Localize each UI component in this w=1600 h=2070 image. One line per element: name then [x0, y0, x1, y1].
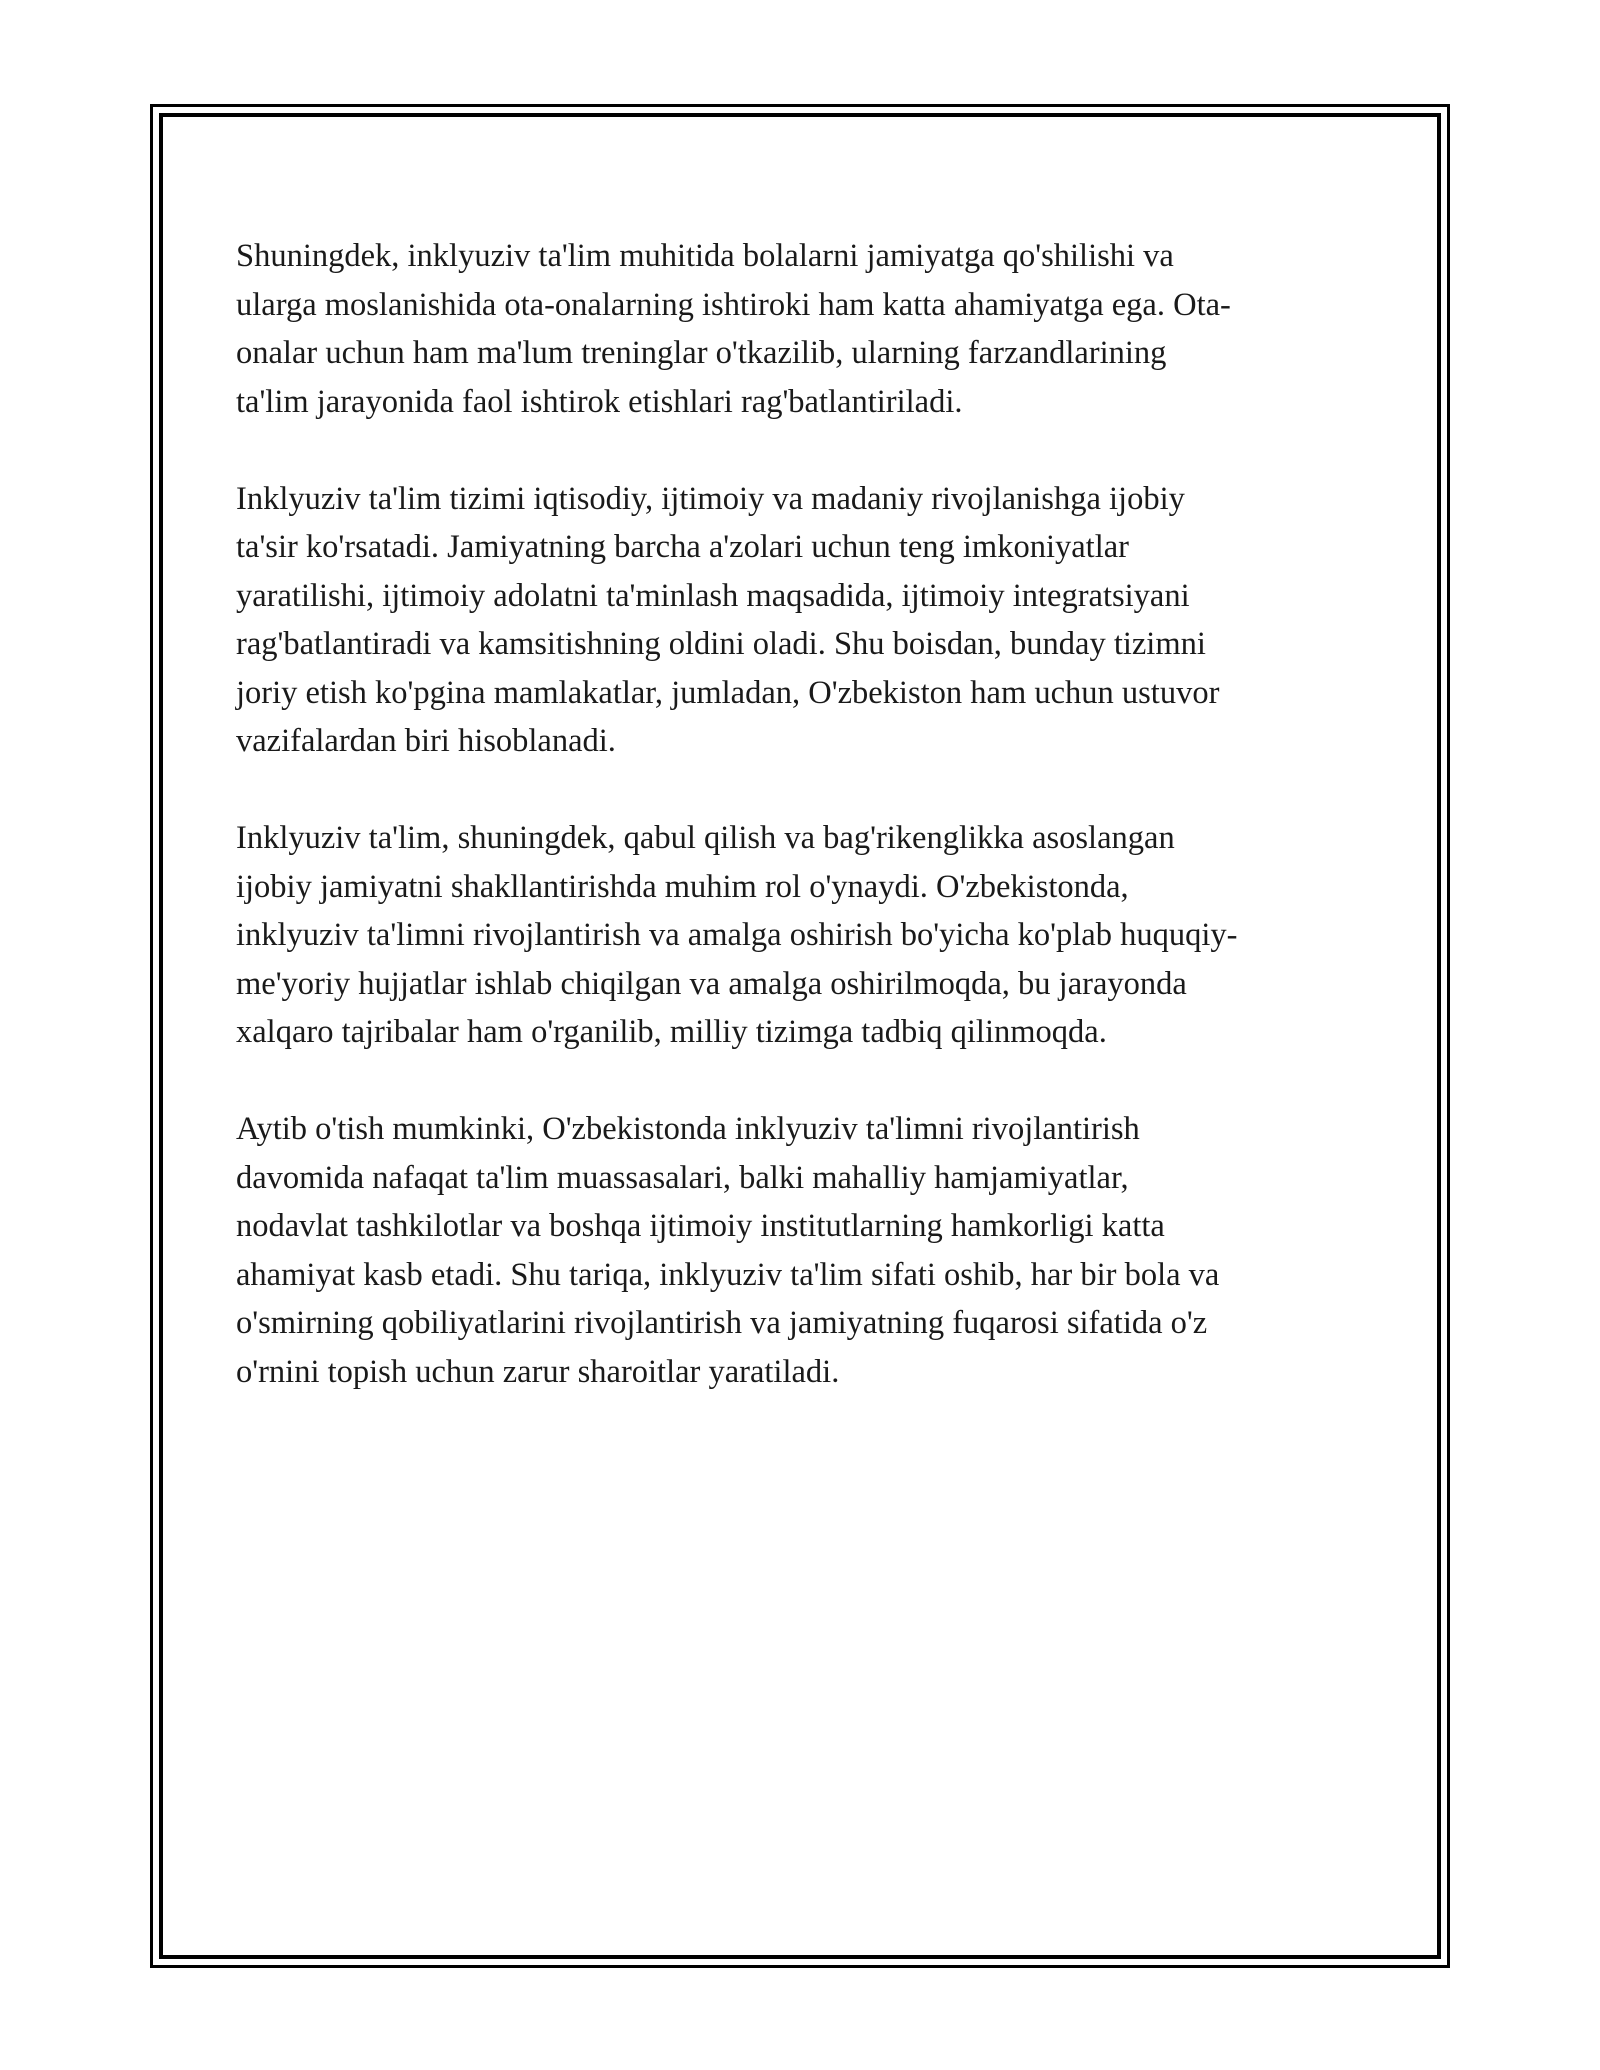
text-line: ta'lim jarayonida faol ishtirok etishlari rag'batlantiriladi. — [236, 383, 963, 420]
paragraph-2 — [236, 475, 1376, 766]
text-line: nodavlat tashkilotlar va boshqa ijtimoiy institutlarning hamkorligi katta — [236, 1208, 1165, 1244]
text-line: xalqaro tajribalar ham o'rganilib, milliy tizimga tadbiq qilinmoqda. — [236, 1014, 1107, 1050]
text-line: o'smirning qobiliyatlarini rivojlantirish va jamiyatning fuqarosi sifatida o'z — [236, 1305, 1208, 1341]
text-line: joriy etish ko'pgina mamlakatlar, jumladan, O'zbekiston ham uchun ustuvor — [236, 674, 1220, 711]
paragraph-1 — [236, 232, 1376, 426]
text-line: yaratilishi, ijtimoiy adolatni ta'minlash maqsadida, ijtimoiy integratsiyani — [236, 577, 1190, 614]
paragraph-4 — [236, 1105, 1376, 1396]
text-line: davomida nafaqat ta'lim muassasalari, balki mahalliy hamjamiyatlar, — [236, 1159, 1129, 1196]
text-line: ta'sir ko'rsatadi. Jamiyatning barcha a'zolari uchun teng imkoniyatlar — [236, 529, 1129, 565]
text-line: inklyuziv ta'limni rivojlantirish va amalga oshirish bo'yicha ko'plab huquqiy- — [236, 917, 1238, 953]
text-line: Inklyuziv ta'lim tizimi iqtisodiy, ijtimoiy va madaniy rivojlanishga ijobiy — [236, 480, 1185, 517]
text-line: vazifalardan biri hisoblanadi. — [236, 723, 616, 759]
text-line: ularga moslanishida ota-onalarning ishtiroki ham katta ahamiyatga ega. Ota- — [236, 286, 1231, 323]
paragraph-3 — [236, 814, 1376, 1057]
text-line: Shuningdek, inklyuziv ta'lim muhitida bolalarni jamiyatga qo'shilishi va — [236, 238, 1174, 274]
text-line: Aytib o'tish mumkinki, O'zbekistonda inklyuziv ta'limni rivojlantirish — [236, 1111, 1140, 1147]
text-line: me'yoriy hujjatlar ishlab chiqilgan va amalga oshirilmoqda, bu jarayonda — [236, 965, 1187, 1002]
text-line: Inklyuziv ta'lim, shuningdek, qabul qilish va bag'rikenglikka asoslangan — [236, 820, 1175, 856]
text-line: ahamiyat kasb etadi. Shu tariqa, inklyuziv ta'lim sifati oshib, har bir bola va — [236, 1256, 1220, 1293]
text-line: rag'batlantiradi va kamsitishning oldini oladi. Shu boisdan, bunday tizimni — [236, 626, 1206, 662]
text-line: onalar uchun ham ma'lum treninglar o'tkazilib, ularning farzandlarining — [236, 335, 1167, 371]
document-body — [236, 232, 1376, 1445]
text-line: o'rnini topish uchun zarur sharoitlar yaratiladi. — [236, 1353, 840, 1390]
text-line: ijobiy jamiyatni shakllantirishda muhim rol o'ynaydi. O'zbekistonda, — [236, 868, 1129, 905]
